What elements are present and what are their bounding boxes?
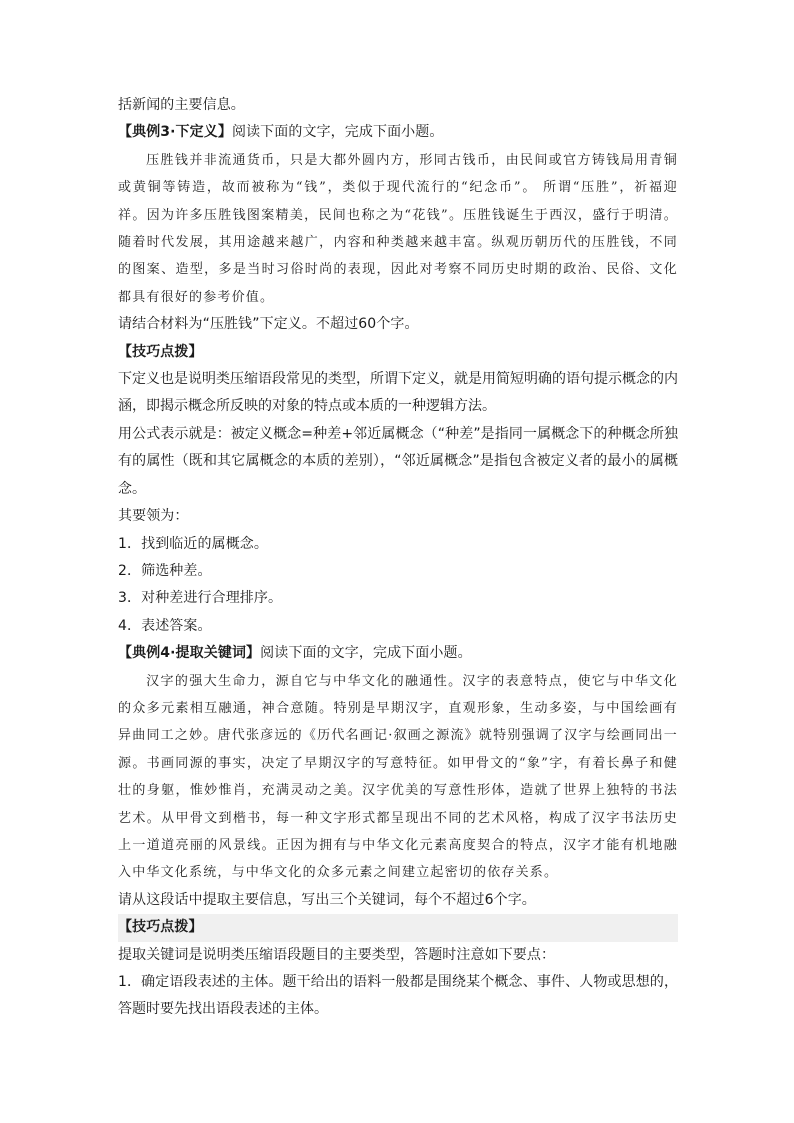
example-3-passage — [118, 147, 678, 311]
example-3-passage-text: 压胜钱并非流通货币，只是大都外圆内方，形同古钱币，由民间或官方铸钱局用青铜或黄铜等铸造，故而被称为“钱”，类似于现代流行的“纪念币”。 所谓“压胜”，祈福迎祥。因为许多压胜钱图案精美，民间也称之为“花钱”。压胜钱诞生于西汉，盛行于明清。随着时代发展，其用途越来越广，内容和种类越来越丰富。纵观历朝历代的压胜钱，不同的图案、造型，多是当时习俗时尚的表现，因此对考察不同历史时期的政治、民俗、文化都具有很好的参考价值。 — [118, 152, 678, 305]
document-page — [118, 92, 678, 1024]
tip-2-paragraph-2: 1．确定语段表述的主体。题干给出的语料一般都是围绕某个概念、事件、人物或思想的，答题时要先找出语段表述的主体。 — [118, 974, 678, 1018]
example-3-question: 请结合材料为“压胜钱”下定义。不超过60个字。 — [118, 316, 419, 333]
tip-1-paragraph-3: 其要领为： — [118, 508, 189, 525]
tip-2-paragraph-1: 提取关键词是说明类压缩语段题目的主要类型，答题时注意如下要点： — [118, 946, 556, 963]
step-3: 3．对种差进行合理排序。 — [118, 590, 283, 607]
tip-1-paragraph-2: 用公式表示就是：被定义概念=种差+邻近属概念（“种差”是指同一属概念下的种概念所独有的属性（既和其它属概念的本质的差别），“邻近属概念”是指包含被定义者的最小的属概念。 — [118, 425, 678, 497]
example-3-prompt: 阅读下面的文字，完成下面小题。 — [231, 124, 444, 141]
text-line: 括新闻的主要信息。 — [118, 97, 245, 113]
example-3-heading — [118, 119, 678, 146]
example-4-passage-text: 汉字的强大生命力，源自它与中华文化的融通性。汉字的表意特点，使它与中华文化的众多元素相互融通，神合意随。特别是早期汉字，直观形象，生动多姿，与中国绘画有异曲同工之妙。唐代张彦远的《历代名画记·叙画之源流》就特别强调了汉字与绘画同出一源。书画同源的事实，决定了早期汉字的写意特征。如甲骨文的“象”字，有着长鼻子和健壮的身躯，惟妙惟肖，充满灵动之美。汉字优美的写意性形体，造就了世界上独特的书法艺术。从甲骨文到楷书，每一种文字形式都呈现出不同的艺术风格，构成了汉字书法历史上一道道亮丽的风景线。正因为拥有与中华文化元素高度契合的特点，汉字才能有机地融入中华文化系统，与中华文化的众多元素之间建立起密切的依存关系。 — [118, 673, 678, 881]
step-2: 2．筛选种差。 — [118, 562, 212, 579]
example-4-heading — [118, 640, 678, 667]
step-4: 4．表述答案。 — [118, 617, 212, 634]
tip-1-title: 【技巧点拨】 — [118, 343, 203, 360]
example-4-question: 请从这段话中提取主要信息，写出三个关键词，每个不超过6个字。 — [118, 891, 536, 908]
tip-1-paragraph-1: 下定义也是说明类压缩语段常见的类型，所谓下定义，就是用简短明确的语句提示概念的内涵，即揭示概念所反映的对象的特点或本质的一种逻辑方法。 — [118, 371, 678, 415]
example-4-tag: 【典例4·提取关键词】 — [118, 645, 261, 662]
example-4-passage — [118, 668, 678, 887]
example-4-prompt: 阅读下面的文字，完成下面小题。 — [260, 645, 472, 662]
example-3-tag: 【典例3·下定义】 — [118, 124, 232, 141]
tip-2-title: 【技巧点拨】 — [118, 914, 678, 941]
step-1: 1．找到临近的属概念。 — [118, 535, 269, 552]
